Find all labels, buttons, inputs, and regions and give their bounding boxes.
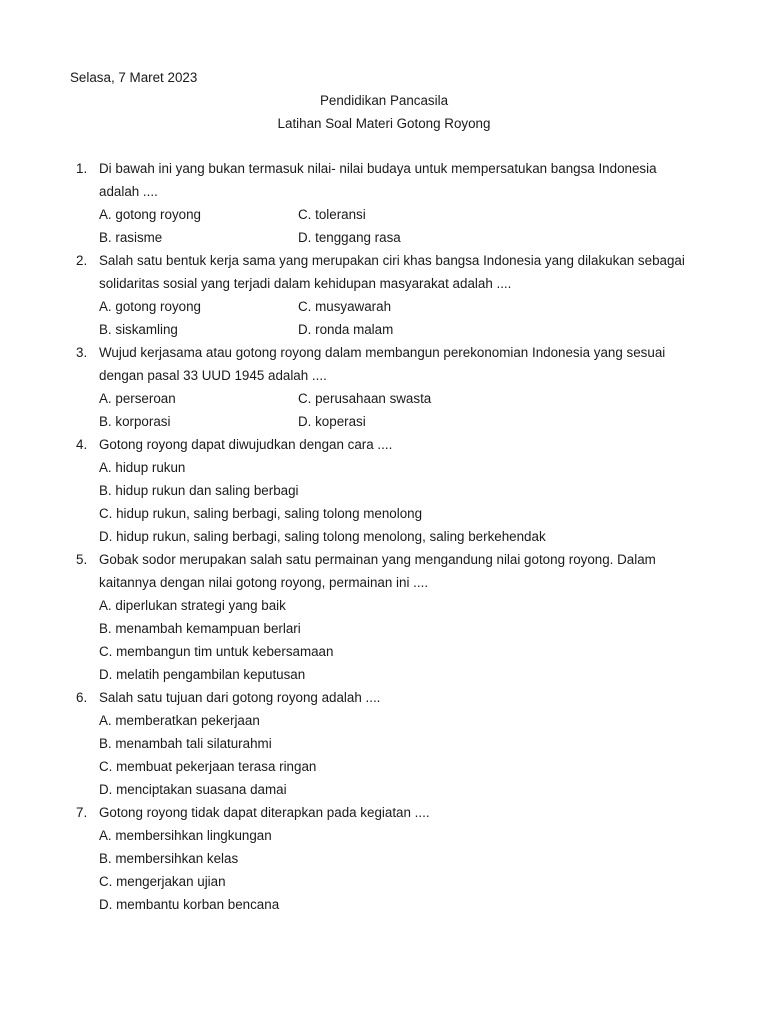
- question-text: Salah satu tujuan dari gotong royong adalah ....: [99, 690, 381, 705]
- option-d: D. ronda malam: [298, 322, 394, 337]
- option-c: C. toleransi: [298, 207, 366, 222]
- option-c: C. perusahaan swasta: [298, 391, 432, 406]
- option-a: A. diperlukan strategi yang baik: [99, 598, 286, 613]
- option-b: B. rasisme: [99, 230, 163, 245]
- option-d: D. hidup rukun, saling berbagi, saling tolong menolong, saling berkehendak: [99, 529, 546, 544]
- question-number: 5.: [76, 552, 88, 567]
- answer-options: [99, 203, 768, 249]
- option-a: A. hidup rukun: [99, 460, 186, 475]
- answer-options: [99, 295, 768, 341]
- question-number: 1.: [76, 161, 88, 176]
- subject-title: Pendidikan Pancasila: [319, 93, 449, 108]
- question-text: Gobak sodor merupakan salah satu permainan yang mengandung nilai gotong royong. Dalam kaitannya dengan nilai gotong royong, permainan ini ....: [99, 552, 656, 590]
- option-b: B. korporasi: [99, 414, 171, 429]
- question-5: [0, 548, 768, 686]
- option-b: B. menambah kemampuan berlari: [99, 621, 301, 636]
- option-a: A. membersihkan lingkungan: [99, 828, 272, 843]
- answer-options: [99, 456, 768, 548]
- question-6: [0, 686, 768, 801]
- question-number: 4.: [76, 437, 88, 452]
- question-4: [0, 433, 768, 548]
- option-c: C. musyawarah: [298, 299, 392, 314]
- question-number: 3.: [76, 345, 88, 360]
- option-d: D. koperasi: [298, 414, 366, 429]
- question-7: [0, 801, 768, 916]
- option-c: C. hidup rukun, saling berbagi, saling tolong menolong: [99, 506, 423, 521]
- question-number: 7.: [76, 805, 88, 820]
- question-2: [0, 249, 768, 341]
- question-text: Gotong royong dapat diwujudkan dengan cara ....: [99, 437, 393, 452]
- question-number: 6.: [76, 690, 88, 705]
- option-a: A. memberatkan pekerjaan: [99, 713, 260, 728]
- option-a: A. gotong royong: [99, 299, 201, 314]
- question-text: Wujud kerjasama atau gotong royong dalam membangun perekonomian Indonesia yang sesuai dengan pasal 33 UUD 1945 adalah ....: [99, 345, 666, 383]
- option-c: C. membuat pekerjaan terasa ringan: [99, 759, 317, 774]
- question-text: Salah satu bentuk kerja sama yang merupakan ciri khas bangsa Indonesia yang dilakukan sebagai solidaritas sosial yang terjadi dalam kehidupan masyarakat adalah ....: [99, 253, 685, 291]
- answer-options: [99, 387, 768, 433]
- question-3: [0, 341, 768, 433]
- option-a: A. gotong royong: [99, 207, 201, 222]
- option-b: B. siskamling: [99, 322, 178, 337]
- option-d: D. membantu korban bencana: [99, 897, 280, 912]
- document-date: Selasa, 7 Maret 2023: [70, 70, 198, 85]
- option-a: A. perseroan: [99, 391, 176, 406]
- option-c: C. mengerjakan ujian: [99, 874, 226, 889]
- option-b: B. membersihkan kelas: [99, 851, 239, 866]
- option-c: C. membangun tim untuk kebersamaan: [99, 644, 334, 659]
- answer-options: [99, 594, 768, 686]
- question-1: [0, 157, 768, 249]
- answer-options: [99, 709, 768, 801]
- option-d: D. tenggang rasa: [298, 230, 401, 245]
- question-text: Gotong royong tidak dapat diterapkan pada kegiatan ....: [99, 805, 430, 820]
- question-list: [0, 157, 768, 916]
- question-text: Di bawah ini yang bukan termasuk nilai- nilai budaya untuk mempersatukan bangsa Indonesia adalah ....: [99, 161, 657, 199]
- option-b: B. hidup rukun dan saling berbagi: [99, 483, 299, 498]
- question-number: 2.: [76, 253, 88, 268]
- option-d: D. menciptakan suasana damai: [99, 782, 287, 797]
- exercise-title: Latihan Soal Materi Gotong Royong: [277, 116, 491, 131]
- option-b: B. menambah tali silaturahmi: [99, 736, 272, 751]
- answer-options: [99, 824, 768, 916]
- option-d: D. melatih pengambilan keputusan: [99, 667, 306, 682]
